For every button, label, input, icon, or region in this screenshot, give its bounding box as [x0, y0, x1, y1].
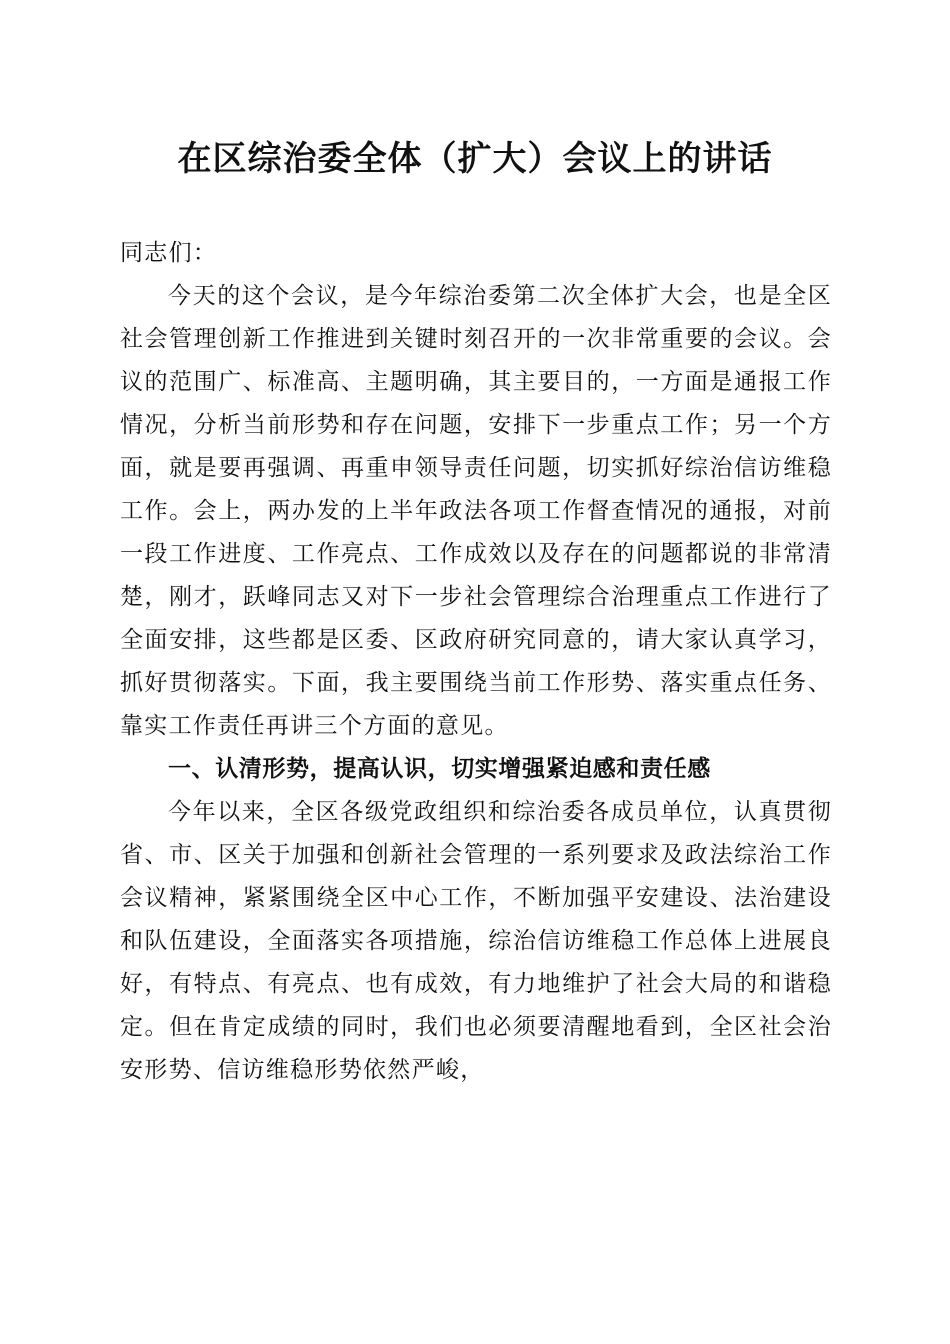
paragraph-section-1: 今年以来，全区各级党政组织和综治委各成员单位，认真贯彻省、市、区关于加强和创新社会管理的一系列要求及政法综治工作会议精神，紧紧围绕全区中心工作，不断加强平安建设、法治建设和队伍建设，全面落实各项措施，综治信访维稳工作总体上进展良好，有特点、有亮点、也有成效，有力地维护了社会大局的和谐稳定。但在肯定成绩的同时，我们也必须要清醒地看到，全区社会治安形势、信访维稳形势依然严峻， [120, 799, 832, 1083]
salutation: 同志们： [120, 240, 218, 266]
section-heading-1: 一、认清形势，提高认识，切实增强紧迫感和责任感 [168, 756, 711, 782]
paragraph-intro: 今天的这个会议，是今年综治委第二次全体扩大会，也是全区社会管理创新工作推进到关键时刻召开的一次非常重要的会议。会议的范围广、标准高、主题明确，其主要目的，一方面是通报工作情况，分析当前形势和存在问题，安排下一步重点工作；另一个方面，就是要再强调、再重申领导责任问题，切实抓好综治信访维稳工作。会上，两办发的上半年政法各项工作督查情况的通报，对前一段工作进度、工作亮点、工作成效以及存在的问题都说的非常清楚，刚才，跃峰同志又对下一步社会管理综合治理重点工作进行了全面安排，这些都是区委、区政府研究同意的，请大家认真学习，抓好贯彻落实。下面，我主要围绕当前工作形势、落实重点任务、靠实工作责任再讲三个方面的意见。 [120, 283, 832, 739]
document-body [120, 232, 832, 1092]
document-title: 在区综治委全体（扩大）会议上的讲话 [177, 139, 773, 179]
